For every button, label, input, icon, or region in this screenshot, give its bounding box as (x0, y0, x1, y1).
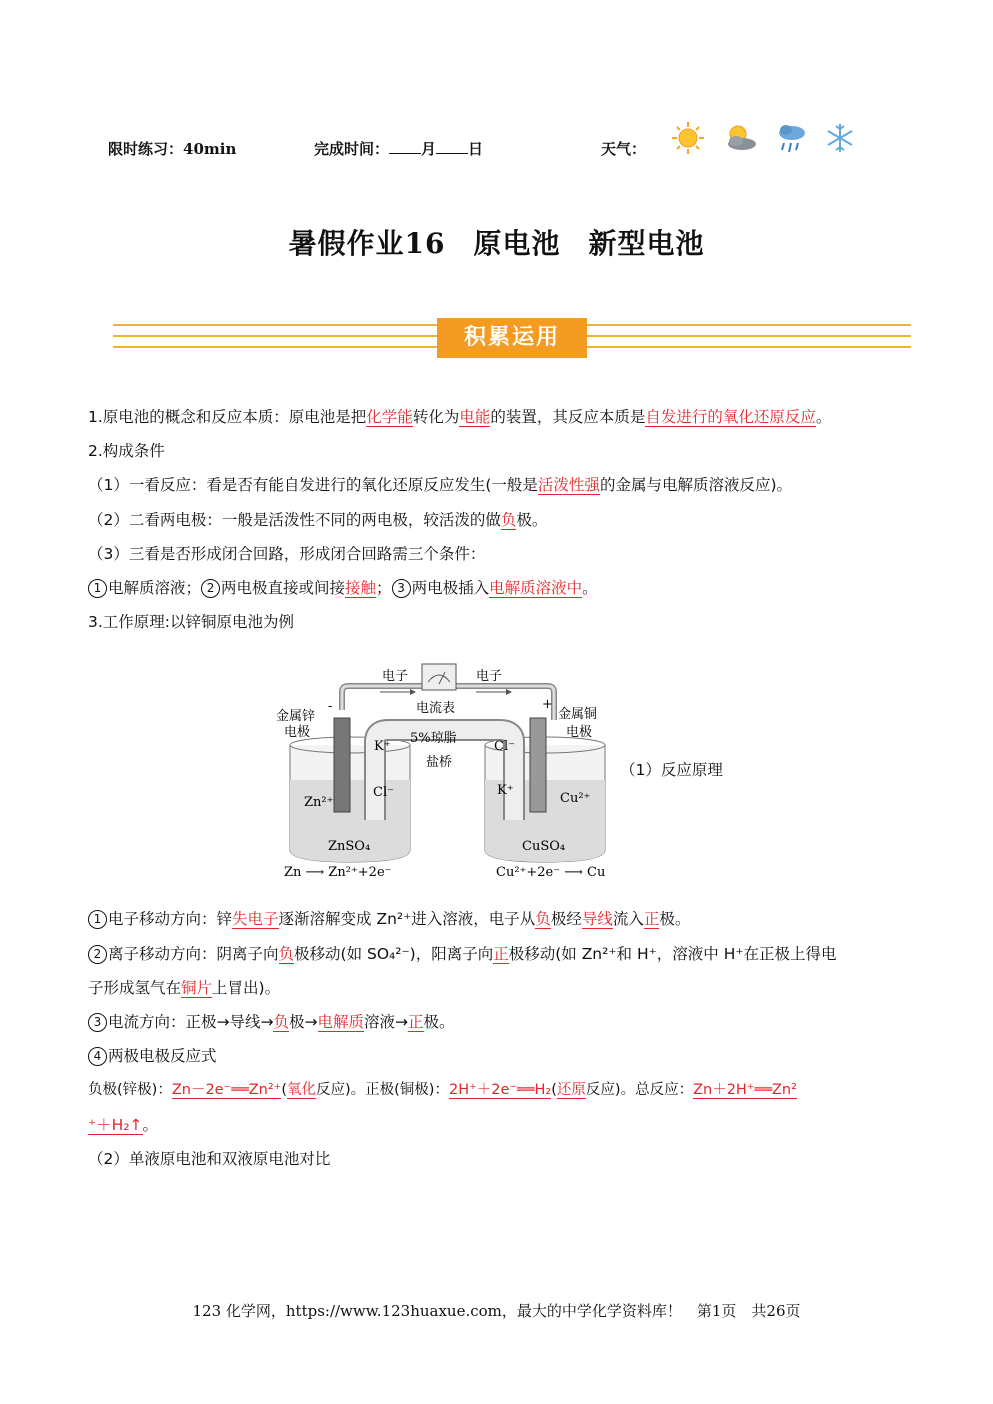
rain-icon[interactable] (774, 120, 810, 156)
zn-ion-label: Zn²⁺ (304, 795, 334, 810)
cuso4-label: CuSO₄ (522, 839, 566, 854)
answer-blank: 自发进行的氧化还原反应 (645, 408, 816, 426)
answer-blank: 2H⁺＋2e⁻══H₂ (448, 1082, 552, 1098)
day-label: 日 (468, 140, 484, 158)
time-limit: 限时练习：40min (108, 140, 237, 158)
answer-blank: Zn＋2H⁺══Zn² (693, 1082, 797, 1098)
cl-ion-right: Cl⁻ (494, 739, 515, 754)
line-4: （2）二看两电极：一般是活泼性不同的两电极，较活泼的做负极。 (88, 511, 548, 529)
answer-blank: 负 (278, 945, 295, 963)
answer-blank: 正 (408, 1013, 424, 1031)
cu-ion-label: Cu²⁺ (560, 791, 591, 806)
answer-blank: 铜片 (181, 979, 213, 997)
zinc-electrode-label-2: 电极 (284, 725, 311, 740)
line-10: 子形成氢气在铜片上冒出)。 (88, 979, 281, 997)
electron-label-right: 电子 (476, 669, 503, 684)
reaction-principle-label: （1）反应原理 (620, 761, 723, 779)
sun-icon[interactable] (670, 120, 706, 156)
answer-blank: 负 (535, 910, 551, 928)
circled-number: 2 (88, 945, 107, 964)
answer-blank: 正 (643, 910, 660, 928)
line-15: （2）单液原电池和双液原电池对比 (88, 1150, 331, 1168)
answer-blank: Zn－2e⁻══Zn²⁺ (171, 1082, 282, 1098)
answer-blank: 负 (273, 1013, 289, 1031)
line-6: 1 电解质溶液； 2 两电极直接或间接接触； 3 两电极插入电解质溶液中。 (88, 576, 598, 598)
circled-number: 3 (88, 1013, 107, 1032)
line-7: 3.工作原理:以锌铜原电池为例 (88, 613, 295, 631)
section-banner: 积累运用 (437, 318, 587, 358)
month-label: 月 (421, 140, 437, 158)
weather-label: 天气： (601, 140, 647, 158)
answer-blank: ⁺＋H₂↑ (88, 1116, 143, 1134)
answer-blank: 失电子 (232, 910, 279, 928)
line-13: 负极(锌极)：Zn－2e⁻══Zn²⁺(氧化反应)。正极(铜极)：2H⁺＋2e⁻══H₂(还原反应)。总反应：Zn＋2H⁺══Zn² (88, 1082, 797, 1098)
line-14: ⁺＋H₂↑。 (88, 1116, 159, 1134)
cl-ion-left: Cl⁻ (373, 785, 394, 800)
line-8: 1 电子移动方向：锌失电子逐渐溶解变成 Zn²⁺进入溶液，电子从负极经导线流入正极。 (88, 907, 690, 929)
k-ion-right: K⁺ (497, 783, 514, 798)
copper-electrode (530, 718, 546, 812)
answer-blank: 还原 (556, 1082, 586, 1098)
title-part-2: 原电池 (473, 227, 561, 260)
answer-blank: 正 (493, 945, 509, 963)
answer-blank: 接触 (345, 579, 377, 597)
line-12: 4 两极电极反应式 (88, 1044, 217, 1066)
electron-label-left: 电子 (382, 669, 409, 684)
line-5: （3）三看是否形成闭合回路，形成闭合回路需三个条件： (88, 545, 486, 563)
ammeter-label: 电流表 (416, 701, 456, 716)
circled-number: 2 (201, 579, 220, 598)
finish-time (314, 138, 483, 159)
answer-blank: 导线 (581, 910, 613, 928)
page-title (0, 222, 993, 262)
title-part-1: 暑假作业16 (288, 227, 446, 260)
answer-blank: 化学能 (366, 408, 413, 426)
salt-bridge-label: 5%琼脂 (410, 731, 457, 746)
galvanic-cell-diagram (270, 650, 630, 890)
circled-number: 3 (392, 579, 411, 598)
finish-label: 完成时间： (314, 140, 390, 158)
answer-blank: 电能 (459, 408, 491, 426)
line-9: 2 离子移动方向：阴离子向负极移动(如 SO₄²⁻)，阳离子向正极移动(如 Zn²⁺和 H⁺，溶液中 H⁺在正极上得电 (88, 942, 837, 964)
negative-sign: - (328, 699, 333, 714)
line-1: 1.原电池的概念和反应本质：原电池是把化学能转化为电能的装置，其反应本质是自发进行的氧化还原反应。 (88, 408, 832, 426)
day-blank[interactable] (436, 139, 468, 154)
positive-sign: + (542, 697, 553, 712)
partly-cloudy-icon[interactable] (722, 120, 758, 156)
answer-blank: 活泼性强 (537, 476, 600, 494)
k-ion-left: K⁺ (374, 739, 391, 754)
copper-half-equation: Cu²⁺+2e⁻ ⟶ Cu (496, 865, 606, 880)
answer-blank: 氧化 (286, 1082, 316, 1098)
zinc-electrode (334, 718, 350, 812)
ammeter-icon (422, 664, 456, 690)
snowflake-icon[interactable] (822, 120, 858, 156)
title-part-3: 新型电池 (588, 227, 705, 260)
znso4-label: ZnSO₄ (328, 839, 371, 854)
circled-number: 4 (88, 1047, 107, 1066)
answer-blank: 负 (500, 511, 517, 529)
circled-number: 1 (88, 910, 107, 929)
salt-bridge-label-2: 盐桥 (426, 755, 453, 770)
copper-electrode-label-2: 电极 (566, 725, 593, 740)
answer-blank: 电解质溶液中 (489, 579, 583, 597)
copper-electrode-label: 金属铜 (558, 707, 598, 722)
line-11: 3 电流方向：正极→导线→负极→电解质溶液→正极。 (88, 1010, 455, 1032)
line-2: 2.构成条件 (88, 442, 165, 460)
line-3: （1）一看反应：看是否有能自发进行的氧化还原反应发生(一般是活泼性强的金属与电解质溶液反应)。 (88, 476, 792, 494)
circled-number: 1 (88, 579, 107, 598)
page-footer: 123 化学网，https://www.123huaxue.com，最大的中学化学资料库！ 第1页 共26页 (192, 1302, 801, 1320)
answer-blank: 电解质 (317, 1013, 365, 1031)
zinc-electrode-label: 金属锌 (276, 709, 316, 724)
zinc-half-equation: Zn ⟶ Zn²⁺+2e⁻ (284, 865, 392, 880)
month-blank[interactable] (389, 139, 421, 154)
